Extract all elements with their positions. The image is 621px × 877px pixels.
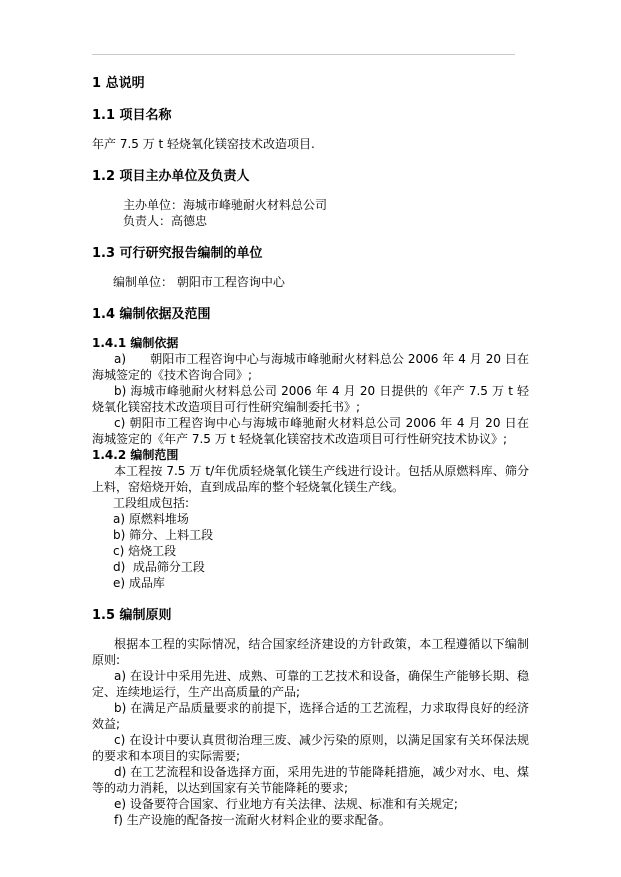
para-principle-a: a) 在设计中采用先进、成熟、可靠的工艺技术和设备，确保生产能够长期、稳定、连续地运行，生产出高质量的产品; xyxy=(92,669,529,699)
para-principles-intro: 根据本工程的实际情况，结合国家经济建设的方针政策，本工程遵循以下编制原则: xyxy=(92,637,529,667)
para-basis-b: b) 海城市峰驰耐火材料总公司 2006 年 4 月 20 日提供的《年产 7.5 万 t 轻烧氧化镁窑技术改造项目可行性研究编制委托书》; xyxy=(92,384,529,414)
para-principle-c: c) 在设计中要认真贯彻治理三废、减少污染的原则，以满足国家有关环保法规的要求和本项目的实际需要; xyxy=(92,733,529,763)
para-basis-c: c) 朝阳市工程咨询中心与海城市峰驰耐火材料总公司 2006 年 4 月 20 日在海城签定的《年产 7.5 万 t 轻烧氧化镁窑技术改造项目可行性研究技术协议》; xyxy=(92,416,529,446)
para-principle-e: e) 设备要符合国家、行业地方有关法律、法规、标准和有关规定; xyxy=(114,797,458,811)
page-header-rule xyxy=(92,54,515,55)
heading-compilation-scope: 1.4.2 编制范围 xyxy=(92,448,179,462)
para-project-name: 年产 7.5 万 t 轻烧氧化镁窑技术改造项目. xyxy=(92,137,315,151)
para-scope-description: 本工程按 7.5 万 t/年优质轻烧氧化镁生产线进行设计。包括从原燃料库、筛分上料，窑焙烧开始，直到成品库的整个轻烧氧化镁生产线。 xyxy=(92,464,529,494)
list-item-product-warehouse: e) 成品库 xyxy=(113,576,165,590)
heading-project-sponsor: 1.2 项目主办单位及负责人 xyxy=(92,169,250,184)
para-principle-b: b) 在满足产品质量要求的前提下，选择合适的工艺流程，力求取得良好的经济效益; xyxy=(92,701,529,731)
heading-general-description: 1 总说明 xyxy=(92,76,145,91)
list-item-calcining: c) 焙烧工段 xyxy=(113,544,177,558)
heading-compilation-basis: 1.4.1 编制依据 xyxy=(92,336,179,350)
heading-project-name: 1.1 项目名称 xyxy=(92,108,172,123)
line-sections-intro: 工段组成包括: xyxy=(113,496,190,510)
line-person-in-charge: 负责人：高德忠 xyxy=(123,214,208,228)
para-principle-d: d) 在工艺流程和设备选择方面，采用先进的节能降耗措施，减少对水、电、煤等的动力消耗，以达到国家有关节能降耗的要求; xyxy=(92,765,529,795)
document-content xyxy=(92,77,529,828)
list-item-product-screening: d) 成品筛分工段 xyxy=(113,560,205,574)
line-compiling-unit: 编制单位： 朝阳市工程咨询中心 xyxy=(113,275,285,289)
list-item-screening-feeding: b) 筛分、上料工段 xyxy=(113,528,214,542)
para-basis-a: a) 朝阳市工程咨询中心与海城市峰驰耐火材料总公 2006 年 4 月 20 日在海城签定的《技术咨询合同》; xyxy=(92,352,529,382)
heading-basis-and-scope: 1.4 编制依据及范围 xyxy=(92,307,211,322)
heading-report-compiler: 1.3 可行研究报告编制的单位 xyxy=(92,246,263,261)
list-item-raw-material-yard: a) 原燃料堆场 xyxy=(113,512,189,526)
para-principle-f: f) 生产设施的配备按一流耐火材料企业的要求配备。 xyxy=(114,813,391,827)
line-sponsor-unit: 主办单位：海城市峰驰耐火材料总公司 xyxy=(123,198,328,212)
heading-compilation-principles: 1.5 编制原则 xyxy=(92,608,172,623)
